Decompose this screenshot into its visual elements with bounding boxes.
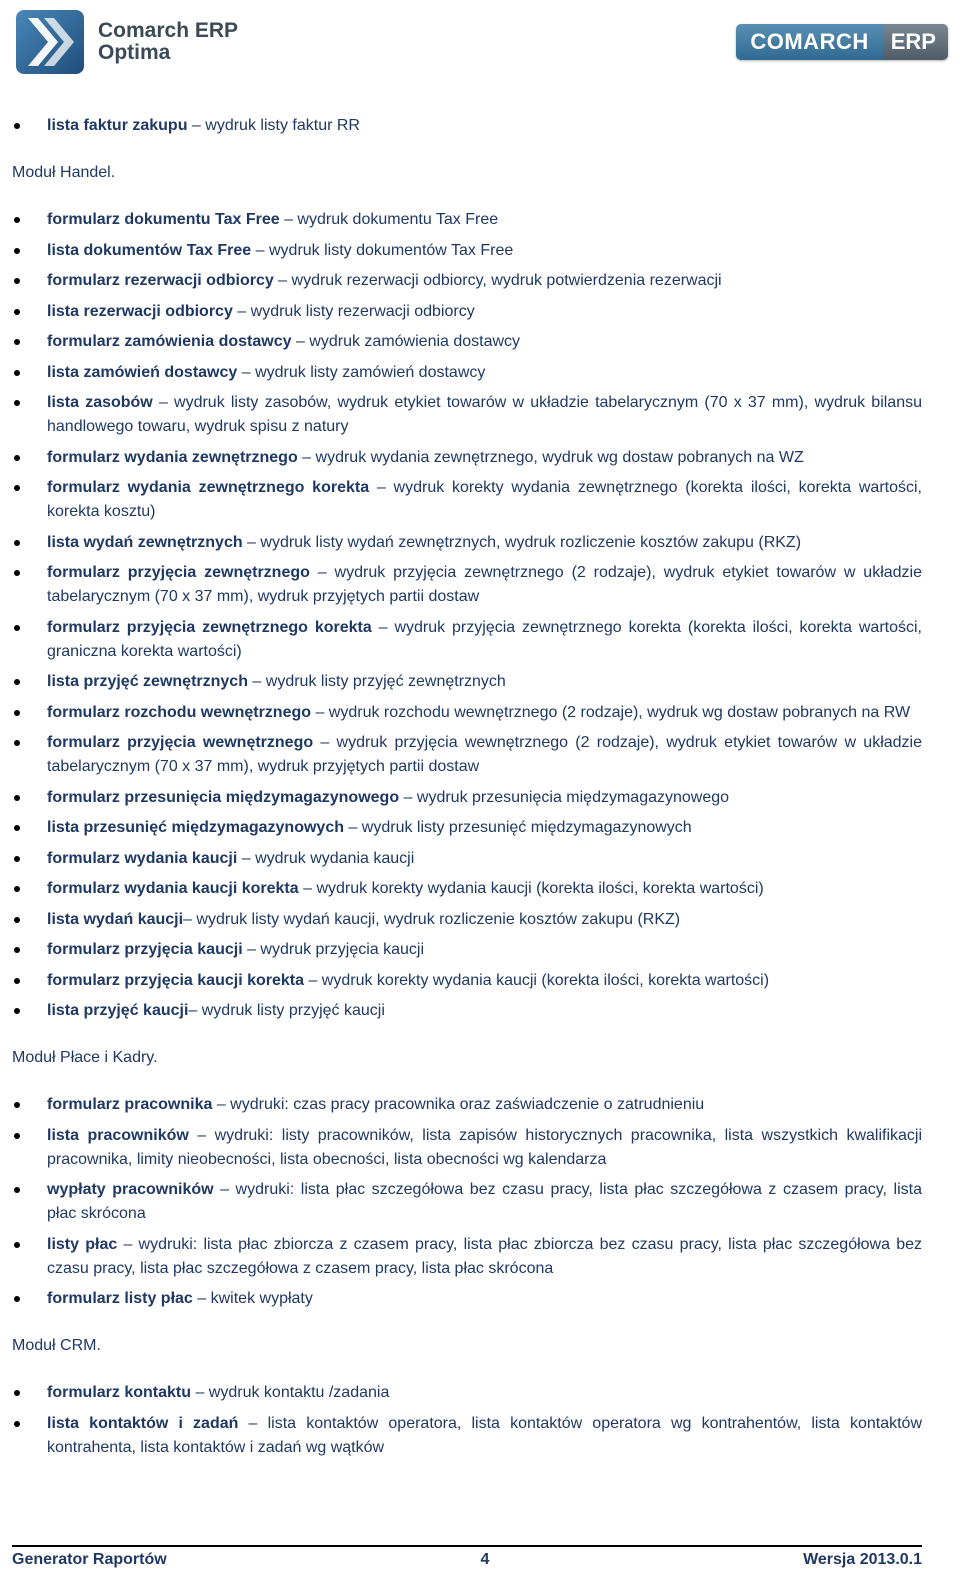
item-term: lista pracowników [47, 1126, 189, 1144]
list-item [12, 1287, 922, 1311]
footer-version: Wersja 2013.0.1 [803, 1551, 922, 1568]
item-description: – wydruk listy rezerwacji odbiorcy [232, 302, 475, 320]
list-item [12, 1124, 922, 1172]
item-term: formularz przesunięcia międzymagazynowego [47, 788, 400, 806]
item-term: formularz przyjęcia zewnętrznego korekta [47, 618, 372, 636]
item-term: formularz wydania zewnętrznego [47, 448, 298, 466]
item-term: formularz przyjęcia wewnętrznego [47, 734, 314, 751]
brand-erp: ERP [883, 24, 948, 60]
item-term: formularz wydania zewnętrznego korekta [47, 479, 370, 496]
item-description: – wydruk listy przyjęć zewnętrznych [247, 673, 506, 690]
item-description: – wydruk wydania kaucji [237, 849, 415, 867]
item-term: formularz przyjęcia zewnętrznego [47, 564, 310, 581]
intro-list [12, 114, 922, 138]
item-term: formularz przyjęcia kaucji [47, 941, 243, 958]
item-description: – wydruki: czas pracy pracownika oraz zaświadczenie o zatrudnieniu [212, 1096, 705, 1113]
item-term: lista przyjęć zewnętrznych [47, 673, 248, 690]
product-name-line2: Optima [98, 41, 171, 64]
list-item [12, 1233, 922, 1281]
list-item [12, 1381, 922, 1405]
list-item [12, 616, 922, 664]
item-description: – wydruk rezerwacji odbiorcy, wydruk potwierdzenia rezerwacji [273, 272, 722, 289]
section-title: Moduł CRM. [12, 1337, 101, 1354]
item-term: lista rezerwacji odbiorcy [47, 302, 233, 320]
list-item [12, 476, 922, 524]
page-footer [12, 1545, 922, 1571]
list-item [12, 847, 922, 871]
item-description: – wydruk przesunięcia międzymagazynowego [399, 788, 730, 806]
list-item [12, 1412, 922, 1460]
item-description: – wydruk dokumentu Tax Free [279, 211, 499, 228]
optima-logo-icon [14, 8, 86, 76]
item-description: – wydruk rozchodu wewnętrznego (2 rodzaje), wydruk wg dostaw pobranych na RW [311, 703, 911, 721]
item-description: – wydruk listy zasobów, wydruk etykiet towarów w układzie tabelarycznym (70 x 37 mm), wydruk bilansu handlowego towaru, wydruk spisu z natury [47, 394, 923, 435]
item-description: – wydruk przyjęcia zewnętrznego (2 rodzaje), wydruk etykiet towarów w układzie tabelarycznym (70 x 37 mm), wydruk przyjętych partii dostaw [47, 564, 922, 605]
item-description: – wydruk przyjęcia zewnętrznego korekta (korekta ilości, korekta wartości, graniczna korekta wartości) [47, 618, 923, 660]
list-item [12, 670, 922, 694]
section-list [12, 1093, 922, 1311]
section-list [12, 1381, 922, 1460]
item-term: lista dokumentów Tax Free [47, 241, 252, 259]
item-description: – wydruk zamówienia dostawcy [291, 333, 521, 350]
item-term: formularz rozchodu wewnętrznego [47, 703, 312, 721]
item-description: – wydruk przyjęcia kaucji [242, 941, 425, 958]
list-item [12, 361, 922, 385]
item-term: formularz przyjęcia kaucji korekta [47, 971, 304, 989]
item-description: – wydruk listy dokumentów Tax Free [251, 241, 514, 259]
item-description: – wydruk wydania zewnętrznego, wydruk wg dostaw pobranych na WZ [297, 448, 804, 466]
item-description: – wydruk listy faktur RR [187, 117, 360, 134]
document-body [12, 112, 922, 1460]
list-item [12, 908, 922, 932]
list-item [12, 391, 922, 439]
list-item [12, 1093, 922, 1117]
list-item [12, 816, 922, 840]
item-description: – kwitek wypłaty [192, 1290, 313, 1307]
list-item [12, 269, 922, 293]
item-term: wypłaty pracowników [47, 1181, 214, 1198]
page-number: 4 [480, 1551, 490, 1568]
item-description: – wydruk listy przesunięć międzymagazynowych [344, 819, 692, 836]
item-description: – wydruk kontaktu /zadania [191, 1384, 390, 1401]
brand-comarch: COMARCH [736, 24, 882, 60]
item-term: lista kontaktów i zadań [47, 1414, 239, 1432]
list-item [12, 999, 922, 1023]
item-term: formularz dokumentu Tax Free [47, 211, 280, 228]
item-description: – wydruk listy wydań zewnętrznych, wydruk rozliczenie kosztów zakupu (RKZ) [242, 533, 802, 551]
item-term: formularz wydania kaucji korekta [47, 880, 299, 897]
list-item [12, 300, 922, 324]
item-term: formularz wydania kaucji [47, 849, 238, 867]
item-description: – wydruk korekty wydania kaucji (korekta ilości, korekta wartości) [304, 971, 770, 989]
section-title: Moduł Płace i Kadry. [12, 1049, 158, 1066]
list-item [12, 731, 922, 779]
item-term: lista zasobów [47, 394, 153, 411]
item-term: lista faktur zakupu [47, 117, 188, 134]
item-description: – wydruki: lista płac szczegółowa bez czasu pracy, lista płac szczegółowa z czasem pracy, lista płac skrócona [47, 1181, 922, 1222]
list-item [12, 938, 922, 962]
list-item [12, 561, 922, 609]
item-description: – lista kontaktów operatora, lista kontaktów operatora wg kontrahentów, lista kontaktów kontrahenta, lista kontaktów i zadań wg wątków [47, 1414, 922, 1456]
item-description: – wydruk korekty wydania kaucji (korekta ilości, korekta wartości) [298, 880, 764, 897]
section-title: Moduł Handel. [12, 164, 116, 181]
item-term: formularz zamówienia dostawcy [47, 333, 292, 350]
item-term: formularz kontaktu [47, 1384, 192, 1401]
list-item [12, 446, 922, 470]
list-item [12, 969, 922, 993]
product-name-line1: Comarch ERP [98, 19, 239, 42]
list-item [12, 877, 922, 901]
list-item [12, 330, 922, 354]
list-item [12, 1178, 922, 1226]
item-term: formularz pracownika [47, 1096, 213, 1113]
item-description: – wydruk listy zamówień dostawcy [237, 363, 486, 381]
page-header [0, 0, 960, 86]
footer-title: Generator Raportów [12, 1551, 167, 1568]
list-item [12, 114, 922, 138]
item-description: – wydruk przyjęcia wewnętrznego (2 rodzaje), wydruk etykiet towarów w układzie tabelarycznym (70 x 37 mm), wydruk przyjętych partii dostaw [47, 734, 922, 775]
optima-logo [14, 8, 238, 76]
item-term: lista zamówień dostawcy [47, 363, 238, 381]
list-item [12, 239, 922, 263]
section-list [12, 208, 922, 1023]
item-description: – wydruk korekty wydania zewnętrznego (korekta ilości, korekta wartości, korekta kosztu) [47, 479, 923, 520]
list-item [12, 208, 922, 232]
item-term: formularz rezerwacji odbiorcy [47, 272, 274, 289]
item-term: lista wydań zewnętrznych [47, 533, 243, 551]
item-description: – wydruk listy przyjęć kaucji [188, 1002, 385, 1019]
item-term: formularz listy płac [47, 1290, 193, 1307]
item-description: – wydruki: lista płac zbiorcza z czasem pracy, lista płac zbiorcza bez czasu pracy, lista płac szczegółowa bez czasu pracy, lista płac szczegółowa z czasem pracy, lista płac skrócona [47, 1235, 923, 1277]
item-description: – wydruk listy wydań kaucji, wydruk rozliczenie kosztów zakupu (RKZ) [183, 910, 681, 928]
list-item [12, 531, 922, 555]
comarch-erp-logo [736, 24, 948, 60]
item-term: lista przesunięć międzymagazynowych [47, 819, 344, 836]
item-term: lista wydań kaucji [47, 910, 184, 928]
list-item [12, 786, 922, 810]
item-term: lista przyjęć kaucji [47, 1002, 189, 1019]
item-term: listy płac [47, 1235, 118, 1253]
item-description: – wydruki: listy pracowników, lista zapisów historycznych pracownika, lista wszystkich kwalifikacji pracownika, limity nieobecności, lista obecności, lista obecności wg kalendarza [47, 1126, 923, 1168]
sections [12, 161, 922, 1460]
list-item [12, 701, 922, 725]
